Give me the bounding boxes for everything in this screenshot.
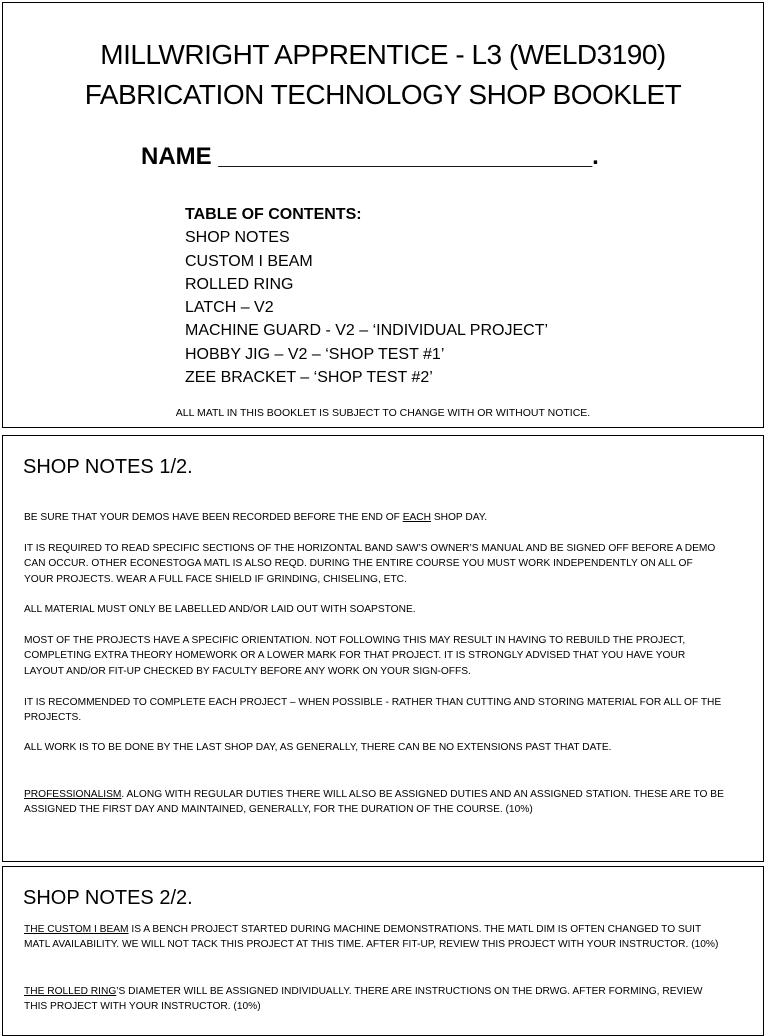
disclaimer-text: ALL MATL IN THIS BOOKLET IS SUBJECT TO CHANGE WITH OR WITHOUT NOTICE. bbox=[175, 407, 591, 419]
text-span: BE SURE THAT YOUR DEMOS HAVE BEEN RECORDED BEFORE THE END OF bbox=[24, 512, 403, 523]
note-paragraph: ALL WORK IS TO BE DONE BY THE LAST SHOP DAY, AS GENERALLY, THERE CAN BE NO EXTENSIONS PAST THAT DATE. bbox=[24, 742, 612, 753]
note-paragraph: IT IS RECOMMENDED TO COMPLETE EACH PROJECT – WHEN POSSIBLE - RATHER THAN CUTTING AND STORING MATERIAL FOR ALL OF THE PROJECTS. bbox=[24, 697, 722, 724]
section-heading: SHOP NOTES 1/2. bbox=[23, 456, 193, 478]
note-paragraph: ALL MATERIAL MUST ONLY BE LABELLED AND/OR LAID OUT WITH SOAPSTONE. bbox=[24, 604, 416, 615]
note-paragraph: MOST OF THE PROJECTS HAVE A SPECIFIC ORIENTATION. NOT FOLLOWING THIS MAY RESULT IN HAVING TO REBUILD THE PROJECT, COMPLETING EXTRA THEORY HOMEWORK OR A LOWER MARK FOR THAT PROJECT. IT IS STRONGLY ADVISED THAT YOU HAVE YOUR LAYOUT AND/OR FIT-UP CHECKED BY FACULTY BEFORE ANY WORK ON YOUR SIGN-OFFS. bbox=[24, 635, 686, 677]
title-line-2: FABRICATION TECHNOLOGY SHOP BOOKLET bbox=[84, 79, 682, 110]
underlined-text: THE ROLLED RING bbox=[24, 986, 117, 997]
toc-heading: TABLE OF CONTENTS: bbox=[185, 206, 362, 223]
toc-item: ROLLED RING bbox=[185, 275, 294, 293]
shop-notes-page-2 bbox=[2, 866, 764, 1036]
booklet-title bbox=[3, 35, 763, 115]
name-field-label: NAME ____________________________. bbox=[141, 143, 599, 170]
note-paragraph: IT IS REQUIRED TO READ SPECIFIC SECTIONS OF THE HORIZONTAL BAND SAW’S OWNER’S MANUAL AND BE SIGNED OFF BEFORE A DEMO CAN OCCUR. OTHER ECONESTOGA MATL IS ALSO REQD. DURING THE ENTIRE COURSE YOU MUST WORK INDEPENDENTLY ON ALL OF YOUR PROJECTS. WEAR A FULL FACE SHIELD IF GRINDING, CHISELING, ETC. bbox=[24, 543, 716, 585]
underlined-text: THE CUSTOM I BEAM bbox=[24, 924, 129, 935]
toc-item: HOBBY JIG – V2 – ‘SHOP TEST #1’ bbox=[185, 345, 445, 363]
note-paragraph bbox=[24, 984, 724, 1015]
toc-item: MACHINE GUARD - V2 – ‘INDIVIDUAL PROJECT’ bbox=[185, 322, 549, 340]
section-heading: SHOP NOTES 2/2. bbox=[23, 887, 193, 909]
toc-item: LATCH – V2 bbox=[185, 299, 274, 317]
note-paragraph bbox=[24, 922, 724, 953]
cover-page bbox=[2, 2, 764, 428]
title-line-1: MILLWRIGHT APPRENTICE - L3 (WELD3190) bbox=[100, 39, 666, 70]
toc-item: CUSTOM I BEAM bbox=[185, 252, 313, 270]
note-paragraph bbox=[24, 510, 724, 525]
text-span: ’S DIAMETER WILL BE ASSIGNED INDIVIDUALLY. THERE ARE INSTRUCTIONS ON THE DRWG. AFTER FORMING, REVIEW THIS PROJECT WITH YOUR INSTRUCTOR. (10%) bbox=[24, 986, 703, 1013]
underlined-text: PROFESSIONALISM bbox=[24, 789, 122, 800]
text-span: IS A BENCH PROJECT STARTED DURING MACHINE DEMONSTRATIONS. THE MATL DIM IS OFTEN CHANGED TO SUIT MATL AVAILABILITY. WE WILL NOT TACK THIS PROJECT AT THIS TIME. AFTER FIT-UP, REVIEW THIS PROJECT WITH YOUR INSTRUCTOR. (10%) bbox=[24, 924, 719, 951]
toc-item: ZEE BRACKET – ‘SHOP TEST #2’ bbox=[185, 369, 433, 387]
underlined-text: EACH bbox=[402, 512, 432, 523]
text-span: SHOP DAY. bbox=[431, 512, 488, 523]
table-of-contents bbox=[185, 203, 548, 389]
text-span: . ALONG WITH REGULAR DUTIES THERE WILL ALSO BE ASSIGNED DUTIES AND AN ASSIGNED STATION. THESE ARE TO BE ASSIGNED THE FIRST DAY AND MAINTAINED, GENERALLY, FOR THE DURATION OF THE COURSE. (10%) bbox=[24, 789, 724, 816]
shop-notes-page-1 bbox=[2, 435, 764, 862]
note-paragraph bbox=[24, 787, 724, 818]
toc-item: SHOP NOTES bbox=[185, 229, 290, 247]
